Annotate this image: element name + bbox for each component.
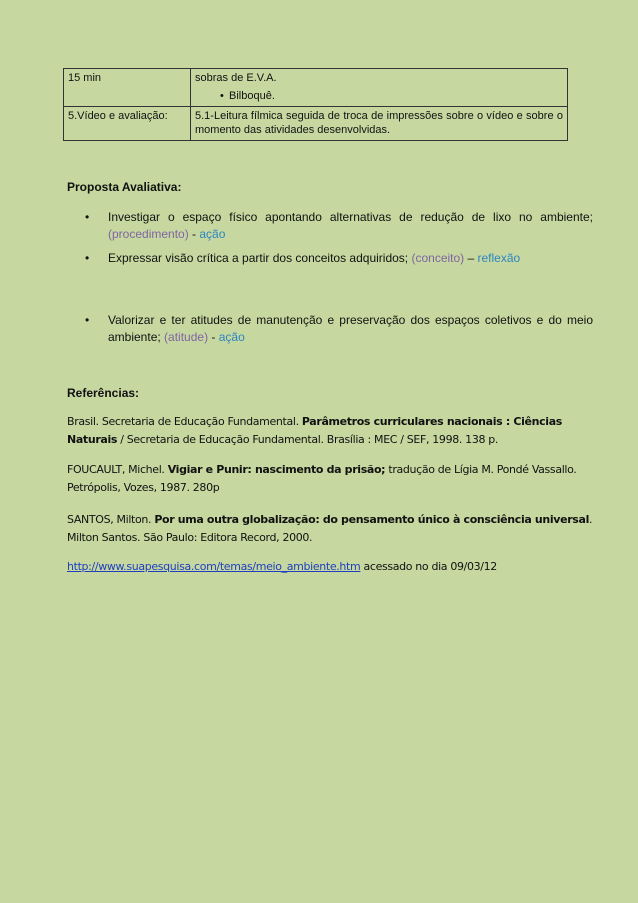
proposta-tag: (conceito) xyxy=(411,251,465,265)
reference-text: / Secretaria de Educação Fundamental. Brasília : MEC / SEF, 1998. 138 p. xyxy=(117,433,499,446)
proposta-tag: ação xyxy=(218,330,245,344)
materials-list xyxy=(195,89,563,103)
list-item xyxy=(67,250,593,267)
table-cell-duration: 15 min xyxy=(64,69,191,107)
proposta-text: Investigar o espaço físico apontando alternativas de redução de lixo no ambiente; xyxy=(108,210,593,224)
reference-link-item xyxy=(67,558,595,576)
proposta-tag: reflexão xyxy=(477,251,521,265)
reference-link[interactable]: http://www.suapesquisa.com/temas/meio_ambiente.htm xyxy=(67,560,361,573)
bullet-icon: • xyxy=(85,313,90,327)
proposta-sep: - xyxy=(208,330,219,344)
proposta-text: Valorizar e ter atitudes de manutenção e preservação dos espaços coletivos e do meio ambiente; xyxy=(108,313,593,344)
reference-text: . Milton Santos. São Paulo: Editora Record, 2000. xyxy=(67,513,593,544)
list-item xyxy=(67,209,593,243)
proposta-list xyxy=(67,312,593,346)
table-cell-step: 5.Vídeo e avaliação: xyxy=(64,107,191,141)
proposta-list xyxy=(67,250,593,267)
proposta-sep: – xyxy=(464,251,478,265)
reference-item xyxy=(67,413,595,449)
proposta-tag: (procedimento) xyxy=(108,227,189,241)
reference-item xyxy=(67,511,595,547)
proposta-sep: - xyxy=(188,227,200,241)
proposta-list xyxy=(67,209,593,243)
referencias-title: Referências: xyxy=(67,386,140,400)
reference-link-suffix: acessado no dia 09/03/12 xyxy=(360,560,497,573)
table-row xyxy=(64,107,568,141)
reference-text: Brasil. Secretaria de Educação Fundamental. xyxy=(67,415,302,428)
reference-text: SANTOS, Milton. xyxy=(67,513,155,526)
reference-title: Vigiar e Punir: nascimento da prisão; xyxy=(167,463,386,476)
table-row xyxy=(64,69,568,107)
proposta-tag: ação xyxy=(199,227,226,241)
materials-text: sobras de E.V.A. xyxy=(195,72,277,84)
list-item xyxy=(67,312,593,346)
proposta-text: Expressar visão crítica a partir dos conceitos adquiridos; xyxy=(108,251,409,265)
table-cell-materials xyxy=(191,69,568,107)
reference-title: Parâmetros curriculares nacionais : Ciências Naturais xyxy=(67,415,562,446)
bullet-icon: • xyxy=(85,251,90,265)
table-cell-description: 5.1-Leitura fílmica seguida de troca de impressões sobre o vídeo e sobre o momento das atividades desenvolvidas. xyxy=(191,107,568,141)
reference-item xyxy=(67,461,595,497)
list-item: • Bilboquê. xyxy=(229,89,563,103)
proposta-title: Proposta Avaliativa: xyxy=(67,180,182,194)
proposta-tag: (atitude) xyxy=(164,330,209,344)
reference-text: FOUCAULT, Michel. xyxy=(67,463,168,476)
bullet-icon: • xyxy=(85,210,90,224)
reference-text: tradução de Lígia M. Pondé Vassallo. Petrópolis, Vozes, 1987. 280p xyxy=(67,463,577,494)
reference-title: Por uma outra globalização: do pensamento único à consciência universal xyxy=(154,513,589,526)
activity-table xyxy=(63,68,568,141)
